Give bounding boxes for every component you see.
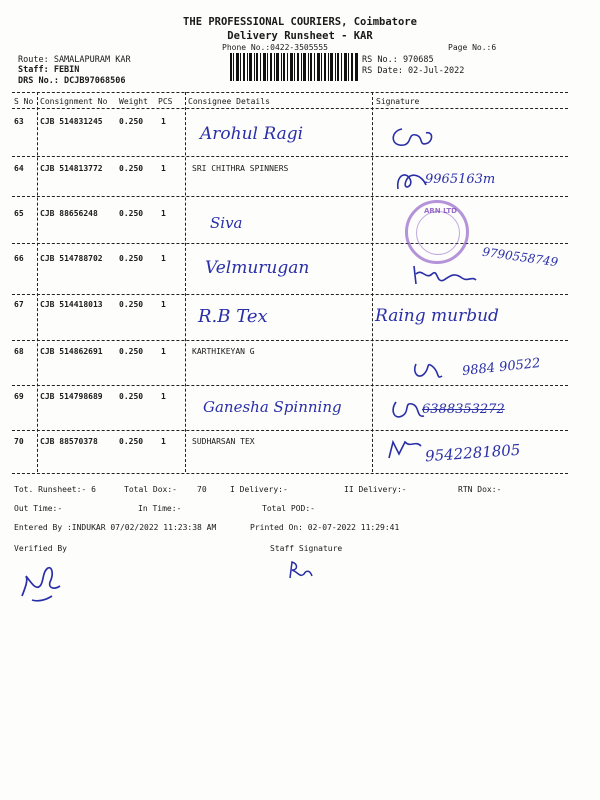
handwritten-name: Ganesha Spinning [203,398,342,416]
document-subtitle: Delivery Runsheet - KAR [227,30,373,42]
column-divider [372,92,373,472]
handwritten-signature [388,125,438,151]
i-delivery: I Delivery:- [230,485,288,494]
header-signature: Signature [376,97,420,106]
drs-number: DRS No.: DCJB97068506 [18,76,126,86]
handwritten-name: Siva [210,214,243,232]
column-divider [37,92,38,472]
row-pcs: 1 [161,300,166,309]
handwritten-phone: 9542281805 [424,440,521,466]
column-divider [185,92,186,472]
staff-signature [286,558,316,582]
row-sno: 63 [14,117,24,126]
verified-by-label: Verified By [14,544,67,553]
row-weight: 0.250 [119,164,144,173]
row-pcs: 1 [161,254,166,263]
row-consignee: SRI CHITHRA SPINNERS [192,164,289,173]
row-sno: 68 [14,347,24,356]
total-pod: Total POD:- [262,504,315,513]
row-consignment: CJB 88656248 [40,209,98,218]
row-separator [12,243,568,244]
row-sno: 67 [14,300,24,309]
row-pcs: 1 [161,347,166,356]
table-bottom-rule [12,473,568,474]
row-pcs: 1 [161,392,166,401]
handwritten-signature [410,358,446,382]
barcode-image [230,53,358,81]
row-pcs: 1 [161,164,166,173]
handwritten-signature [410,262,480,288]
row-sno: 64 [14,164,24,173]
row-pcs: 1 [161,117,166,126]
row-weight: 0.250 [119,392,144,401]
out-time: Out Time:- [14,504,63,513]
row-sno: 70 [14,437,24,446]
table-top-rule [12,92,568,93]
staff-label: Staff: FEBIN [18,65,80,75]
entered-by: Entered By :INDUKAR 07/02/2022 11:23:38 AM [14,523,217,532]
handwritten-phone: 9790558749 [481,244,559,270]
total-runsheet: Tot. Runsheet:- 6 [14,485,96,494]
row-consignment: CJB 514798689 [40,392,103,401]
row-pcs: 1 [161,437,166,446]
row-consignment: CJB 514788702 [40,254,103,263]
phone-number: Phone No.:0422-3505555 [222,43,328,52]
verified-signature [18,556,68,606]
row-separator [12,430,568,431]
header-consignee: Consignee Details [188,97,270,106]
row-sno: 66 [14,254,24,263]
staff-signature-label: Staff Signature [270,544,343,553]
table-header-rule [12,108,568,109]
row-sno: 65 [14,209,24,218]
handwritten-phone: 9884 90522 [461,355,542,380]
row-pcs: 1 [161,209,166,218]
row-weight: 0.250 [119,300,144,309]
handwritten-signature [385,436,425,462]
page-number: Page No.:6 [448,43,497,52]
rs-date: RS Date: 02-Jul-2022 [362,66,465,76]
handwritten-phone: 9965163m [425,172,496,187]
rtn-dox: RTN Dox:- [458,485,502,494]
header-pcs: PCS [158,97,173,106]
handwritten-signature: Raing murbud [375,306,499,326]
row-consignment: CJB 514418013 [40,300,103,309]
printed-on: Printed On: 02-07-2022 11:29:41 [250,523,400,532]
document-title: THE PROFESSIONAL COURIERS, Coimbatore [183,16,417,28]
header-consignment: Consignment No [40,97,108,106]
row-weight: 0.250 [119,117,144,126]
route-label: Route: SAMALAPURAM KAR [18,55,131,65]
header-sno: S No [14,97,34,106]
row-sno: 69 [14,392,24,401]
row-weight: 0.250 [119,347,144,356]
handwritten-name: Arohul Ragi [200,124,304,144]
in-time: In Time:- [138,504,182,513]
row-weight: 0.250 [119,437,144,446]
total-dox-value: 70 [197,485,207,494]
handwritten-name: Velmurugan [205,258,310,278]
row-separator [12,196,568,197]
row-consignment: CJB 514831245 [40,117,103,126]
ii-delivery: II Delivery:- [344,485,407,494]
row-weight: 0.250 [119,254,144,263]
header-weight: Weight [119,97,148,106]
row-consignee: SUDHARSAN TEX [192,437,255,446]
row-separator [12,294,568,295]
row-weight: 0.250 [119,209,144,218]
company-stamp: ARN LTD [405,200,469,264]
row-consignment: CJB 514813772 [40,164,103,173]
row-consignment: CJB 88570378 [40,437,98,446]
row-consignment: CJB 514862691 [40,347,103,356]
handwritten-name: R.B Tex [198,306,268,327]
total-dox-label: Total Dox:- [124,485,177,494]
row-separator [12,385,568,386]
rs-number: RS No.: 970685 [362,55,434,65]
handwritten-phone: 6388353272 [422,402,505,417]
row-consignee: KARTHIKEYAN G [192,347,255,356]
row-separator [12,340,568,341]
row-separator [12,156,568,157]
